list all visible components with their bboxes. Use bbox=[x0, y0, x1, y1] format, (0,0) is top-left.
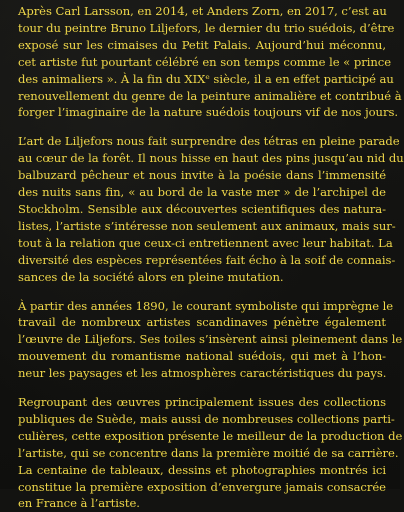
text-line: cet artiste fut pourtant célébré en son temps comme le « prince bbox=[18, 54, 392, 69]
paragraph-intro bbox=[18, 3, 402, 121]
text-line: listes, l’artiste s’intéresse non seulement aux animaux, mais sur- bbox=[18, 218, 396, 233]
exhibition-text bbox=[18, 3, 404, 512]
text-line: l’artiste, qui se concentre dans la première moitié de sa carrière. bbox=[18, 445, 399, 460]
text-line: L’art de Liljefors nous fait surprendre des tétras en pleine parade bbox=[18, 134, 400, 149]
text-line: sances de la société alors en pleine mutation. bbox=[18, 269, 284, 284]
text-line: l’œuvre de Liljefors. Ses toiles s’insèrent ainsi pleinement dans le bbox=[18, 332, 403, 347]
text-line: tour du peintre Bruno Liljefors, le dernier du trio suédois, d’être bbox=[18, 20, 395, 35]
text-line: diversité des espèces représentées fait écho à la soif de connais- bbox=[18, 252, 396, 267]
text-line: neur les paysages et les atmosphères caractéristiques du pays. bbox=[18, 366, 387, 381]
text-line: exposé sur les cimaises du Petit Palais. Aujourd’hui méconnu, bbox=[18, 37, 386, 52]
text-line: balbuzard pêcheur et nous invite à la poésie dans l’immensité bbox=[18, 168, 386, 183]
text-line: tout à la relation que ceux-ci entretiennent avec leur habitat. La bbox=[18, 235, 393, 250]
text-line: mouvement du romantisme national suédois, qui met à l’hon- bbox=[18, 349, 386, 364]
paragraph-symbolism bbox=[18, 298, 403, 383]
text-line: forger l’imaginaire de la nature suédois toujours vif de nos jours. bbox=[18, 105, 399, 120]
text-line: renouvellement du genre de la peinture animalière et contribué à bbox=[18, 88, 402, 103]
text-line: Regroupant des œuvres principalement issues des collections bbox=[18, 395, 386, 410]
text-line: constitue la première exposition d’envergure jamais consacrée bbox=[18, 479, 386, 494]
text-line: des animaliers ». À la fin du XIXᵉ siècle, il a en effet participé au bbox=[18, 71, 394, 86]
text-line: au cœur de la forêt. Il nous hisse en haut des pins jusqu’au nid du bbox=[18, 151, 404, 166]
paragraph-art bbox=[18, 133, 404, 285]
text-line: Stockholm. Sensible aux découvertes scientifiques des natura- bbox=[18, 201, 386, 216]
text-line: travail de nombreux artistes scandinaves pénètre également bbox=[18, 315, 386, 330]
text-line: en France à l’artiste. bbox=[18, 496, 140, 511]
text-line: À partir des années 1890, le courant symboliste qui imprègne le bbox=[18, 298, 394, 313]
text-line: La centaine de tableaux, dessins et photographies montrés ici bbox=[18, 462, 386, 477]
text-line: publiques de Suède, mais aussi de nombreuses collections parti- bbox=[18, 411, 395, 426]
text-line: des nuits sans fin, « au bord de la vaste mer » de l’archipel de bbox=[18, 185, 386, 200]
paragraph-collections bbox=[18, 394, 403, 512]
text-line: culières, cette exposition présente le meilleur de la production de bbox=[18, 428, 403, 443]
text-line: Après Carl Larsson, en 2014, et Anders Zorn, en 2017, c’est au bbox=[18, 4, 387, 18]
